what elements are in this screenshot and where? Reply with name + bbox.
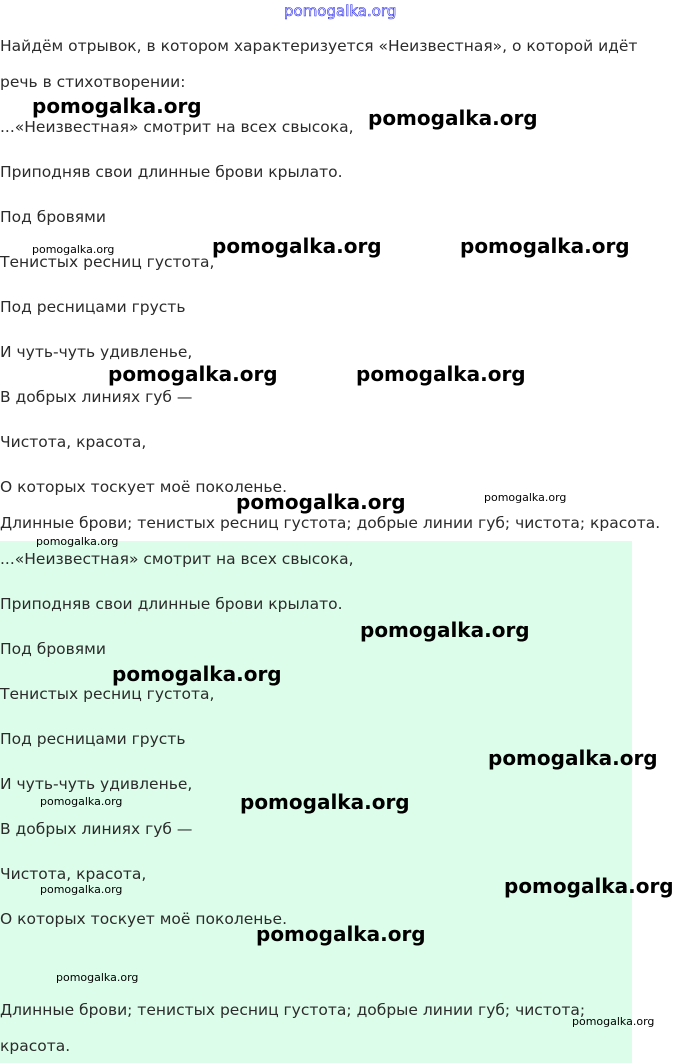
answer-poem-line: В добрых линиях губ — bbox=[0, 820, 193, 838]
watermark: pomogalka.org bbox=[36, 535, 119, 548]
summary-text: Длинные брови; тенистых ресниц густота; добрые линии губ; чистота; красота. bbox=[0, 514, 661, 532]
watermark: pomogalka.org bbox=[460, 234, 630, 258]
watermark: pomogalka.org bbox=[240, 790, 410, 814]
watermark: pomogalka.org bbox=[108, 362, 278, 386]
poem-line: Чистота, красота, bbox=[0, 433, 147, 451]
poem-line: Под бровями bbox=[0, 208, 106, 226]
poem-line: Тенистых ресниц густота, bbox=[0, 253, 215, 271]
watermark: pomogalka.org bbox=[368, 106, 538, 130]
poem-line: Приподняв свои длинные брови крылато. bbox=[0, 163, 343, 181]
answer-poem-line: Приподняв свои длинные брови крылато. bbox=[0, 595, 343, 613]
poem-line: ...«Неизвестная» смотрит на всех свысока, bbox=[0, 118, 354, 136]
answer-poem-line: Под бровями bbox=[0, 640, 106, 658]
poem-line: О которых тоскует моё поколенье. bbox=[0, 478, 287, 496]
answer-summary-line: Длинные брови; тенистых ресниц густота; добрые линии губ; чистота; bbox=[0, 1001, 586, 1019]
poem-line: В добрых линиях губ — bbox=[0, 388, 193, 406]
answer-poem-line: И чуть-чуть удивленье, bbox=[0, 775, 193, 793]
watermark: pomogalka.org bbox=[32, 94, 202, 118]
watermark: pomogalka.org bbox=[356, 362, 526, 386]
watermark: pomogalka.org bbox=[40, 795, 123, 808]
watermark: pomogalka.org bbox=[40, 883, 123, 896]
poem-line: И чуть-чуть удивленье, bbox=[0, 343, 193, 361]
answer-poem-line: О которых тоскует моё поколенье. bbox=[0, 910, 287, 928]
watermark: pomogalka.org bbox=[360, 618, 530, 642]
watermark: pomogalka.org bbox=[236, 490, 406, 514]
watermark: pomogalka.org bbox=[212, 234, 382, 258]
watermark: pomogalka.org bbox=[112, 662, 282, 686]
poem-line: Под ресницами грусть bbox=[0, 298, 186, 316]
answer-poem-line: Тенистых ресниц густота, bbox=[0, 685, 215, 703]
watermark: pomogalka.org bbox=[488, 746, 658, 770]
watermark: pomogalka.org bbox=[256, 922, 426, 946]
watermark: pomogalka.org bbox=[484, 491, 567, 504]
intro-line: Найдём отрывок, в котором характеризуется «Неизвестная», о которой идёт bbox=[0, 37, 638, 55]
watermark: pomogalka.org bbox=[504, 874, 674, 898]
watermark: pomogalka.org bbox=[572, 1015, 655, 1028]
intro-line: речь в стихотворении: bbox=[0, 73, 186, 91]
watermark: pomogalka.org bbox=[32, 243, 115, 256]
answer-poem-line: Под ресницами грусть bbox=[0, 730, 186, 748]
watermark: pomogalka.org bbox=[56, 971, 139, 984]
answer-summary-line: красота. bbox=[0, 1037, 71, 1055]
answer-poem-line: ...«Неизвестная» смотрит на всех свысока, bbox=[0, 550, 354, 568]
answer-poem-line: Чистота, красота, bbox=[0, 865, 147, 883]
watermark: pomogalka.org bbox=[284, 2, 397, 20]
